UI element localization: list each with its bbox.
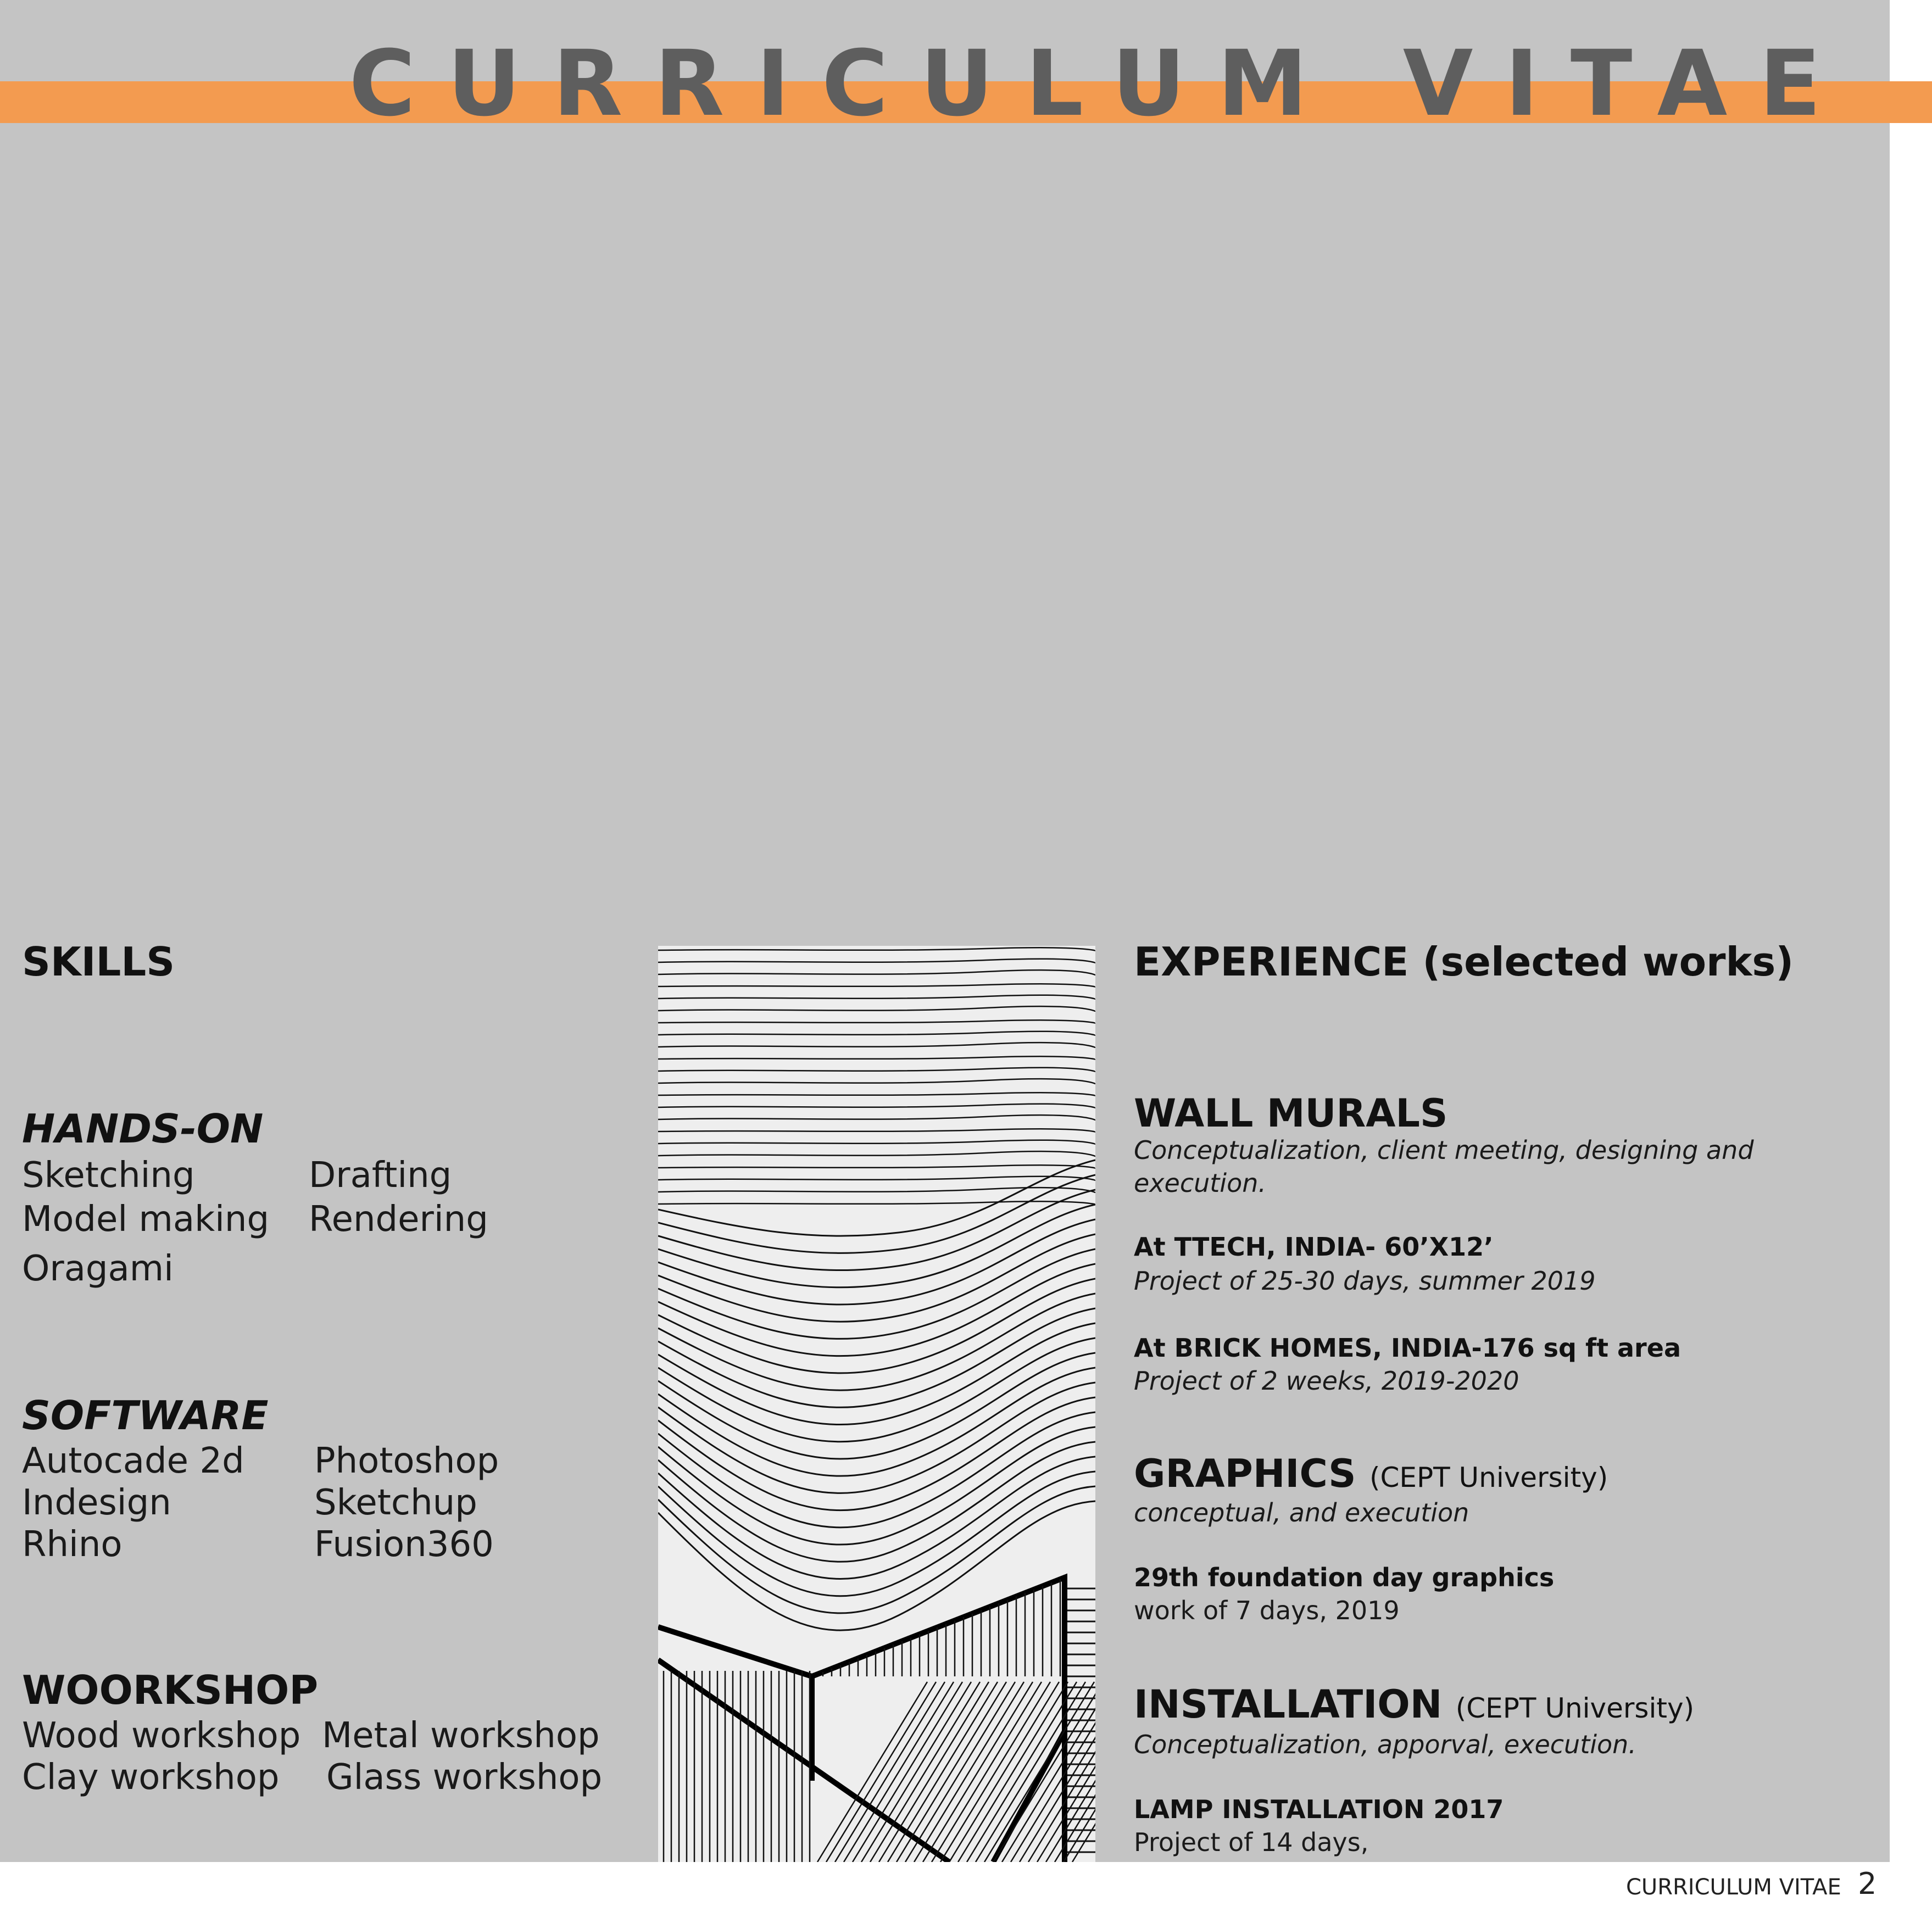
page-title: CURRICULUM VITAE	[349, 31, 1853, 136]
skill-item: Clay workshop	[22, 1757, 280, 1798]
skill-item: Autocade 2d	[22, 1441, 244, 1481]
graphics-heading	[1134, 1450, 1608, 1501]
experience-heading: EXPERIENCE (selected works)	[1134, 939, 1794, 985]
line-art-icon	[658, 946, 1095, 1862]
mural-entry-title: At BRICK HOMES, INDIA-176 sq ft area	[1134, 1333, 1681, 1363]
skill-item: Drafting	[309, 1155, 452, 1196]
mural-entry-detail: Project of 2 weeks, 2019-2020	[1134, 1366, 1519, 1396]
skill-item: Fusion360	[314, 1524, 494, 1565]
graphics-entry-detail: work of 7 days, 2019	[1134, 1596, 1400, 1625]
graphics-affiliation: (CEPT University)	[1369, 1462, 1608, 1493]
footer-label: CURRICULUM VITAE	[1626, 1875, 1841, 1900]
installation-heading	[1134, 1681, 1694, 1732]
skill-item: Rendering	[309, 1199, 488, 1240]
skill-item: Photoshop	[314, 1441, 499, 1481]
skill-item: Metal workshop	[322, 1715, 600, 1756]
mural-entry-title: At TTECH, INDIA- 60’X12’	[1134, 1232, 1494, 1262]
skill-item: Model making	[22, 1199, 270, 1240]
skill-item: Oragami	[22, 1248, 174, 1289]
workshop-heading: WOORKSHOP	[22, 1667, 319, 1713]
skill-item: Indesign	[22, 1482, 171, 1523]
software-heading: SOFTWARE	[22, 1392, 269, 1439]
installation-entry-title: LAMP INSTALLATION 2017	[1134, 1794, 1504, 1824]
hands-on-heading: HANDS-ON	[22, 1106, 264, 1152]
skill-item: Sketching	[22, 1155, 195, 1196]
graphics-heading-label: GRAPHICS	[1134, 1451, 1356, 1496]
installation-description: Conceptualization, apporval, execution.	[1134, 1730, 1636, 1759]
mural-entry-detail: Project of 25-30 days, summer 2019	[1134, 1266, 1596, 1296]
skill-item: Sketchup	[314, 1482, 477, 1523]
wall-murals-heading: WALL MURALS	[1134, 1091, 1448, 1136]
wall-murals-description: Conceptualization, client meeting, designing and	[1134, 1135, 1754, 1165]
installation-heading-label: INSTALLATION	[1134, 1682, 1443, 1727]
page-number: 2	[1858, 1866, 1877, 1901]
skill-item: Rhino	[22, 1524, 123, 1565]
installation-affiliation: (CEPT University)	[1455, 1692, 1695, 1724]
skills-heading: SKILLS	[22, 939, 175, 985]
graphics-entry-title: 29th foundation day graphics	[1134, 1563, 1555, 1592]
skill-item: Glass workshop	[326, 1757, 603, 1798]
installation-entry-detail: Project of 14 days,	[1134, 1827, 1369, 1857]
skill-item: Wood workshop	[22, 1715, 301, 1756]
graphics-description: conceptual, and execution	[1134, 1498, 1469, 1528]
line-art-illustration	[658, 946, 1095, 1862]
wall-murals-description-cont: execution.	[1134, 1168, 1267, 1198]
